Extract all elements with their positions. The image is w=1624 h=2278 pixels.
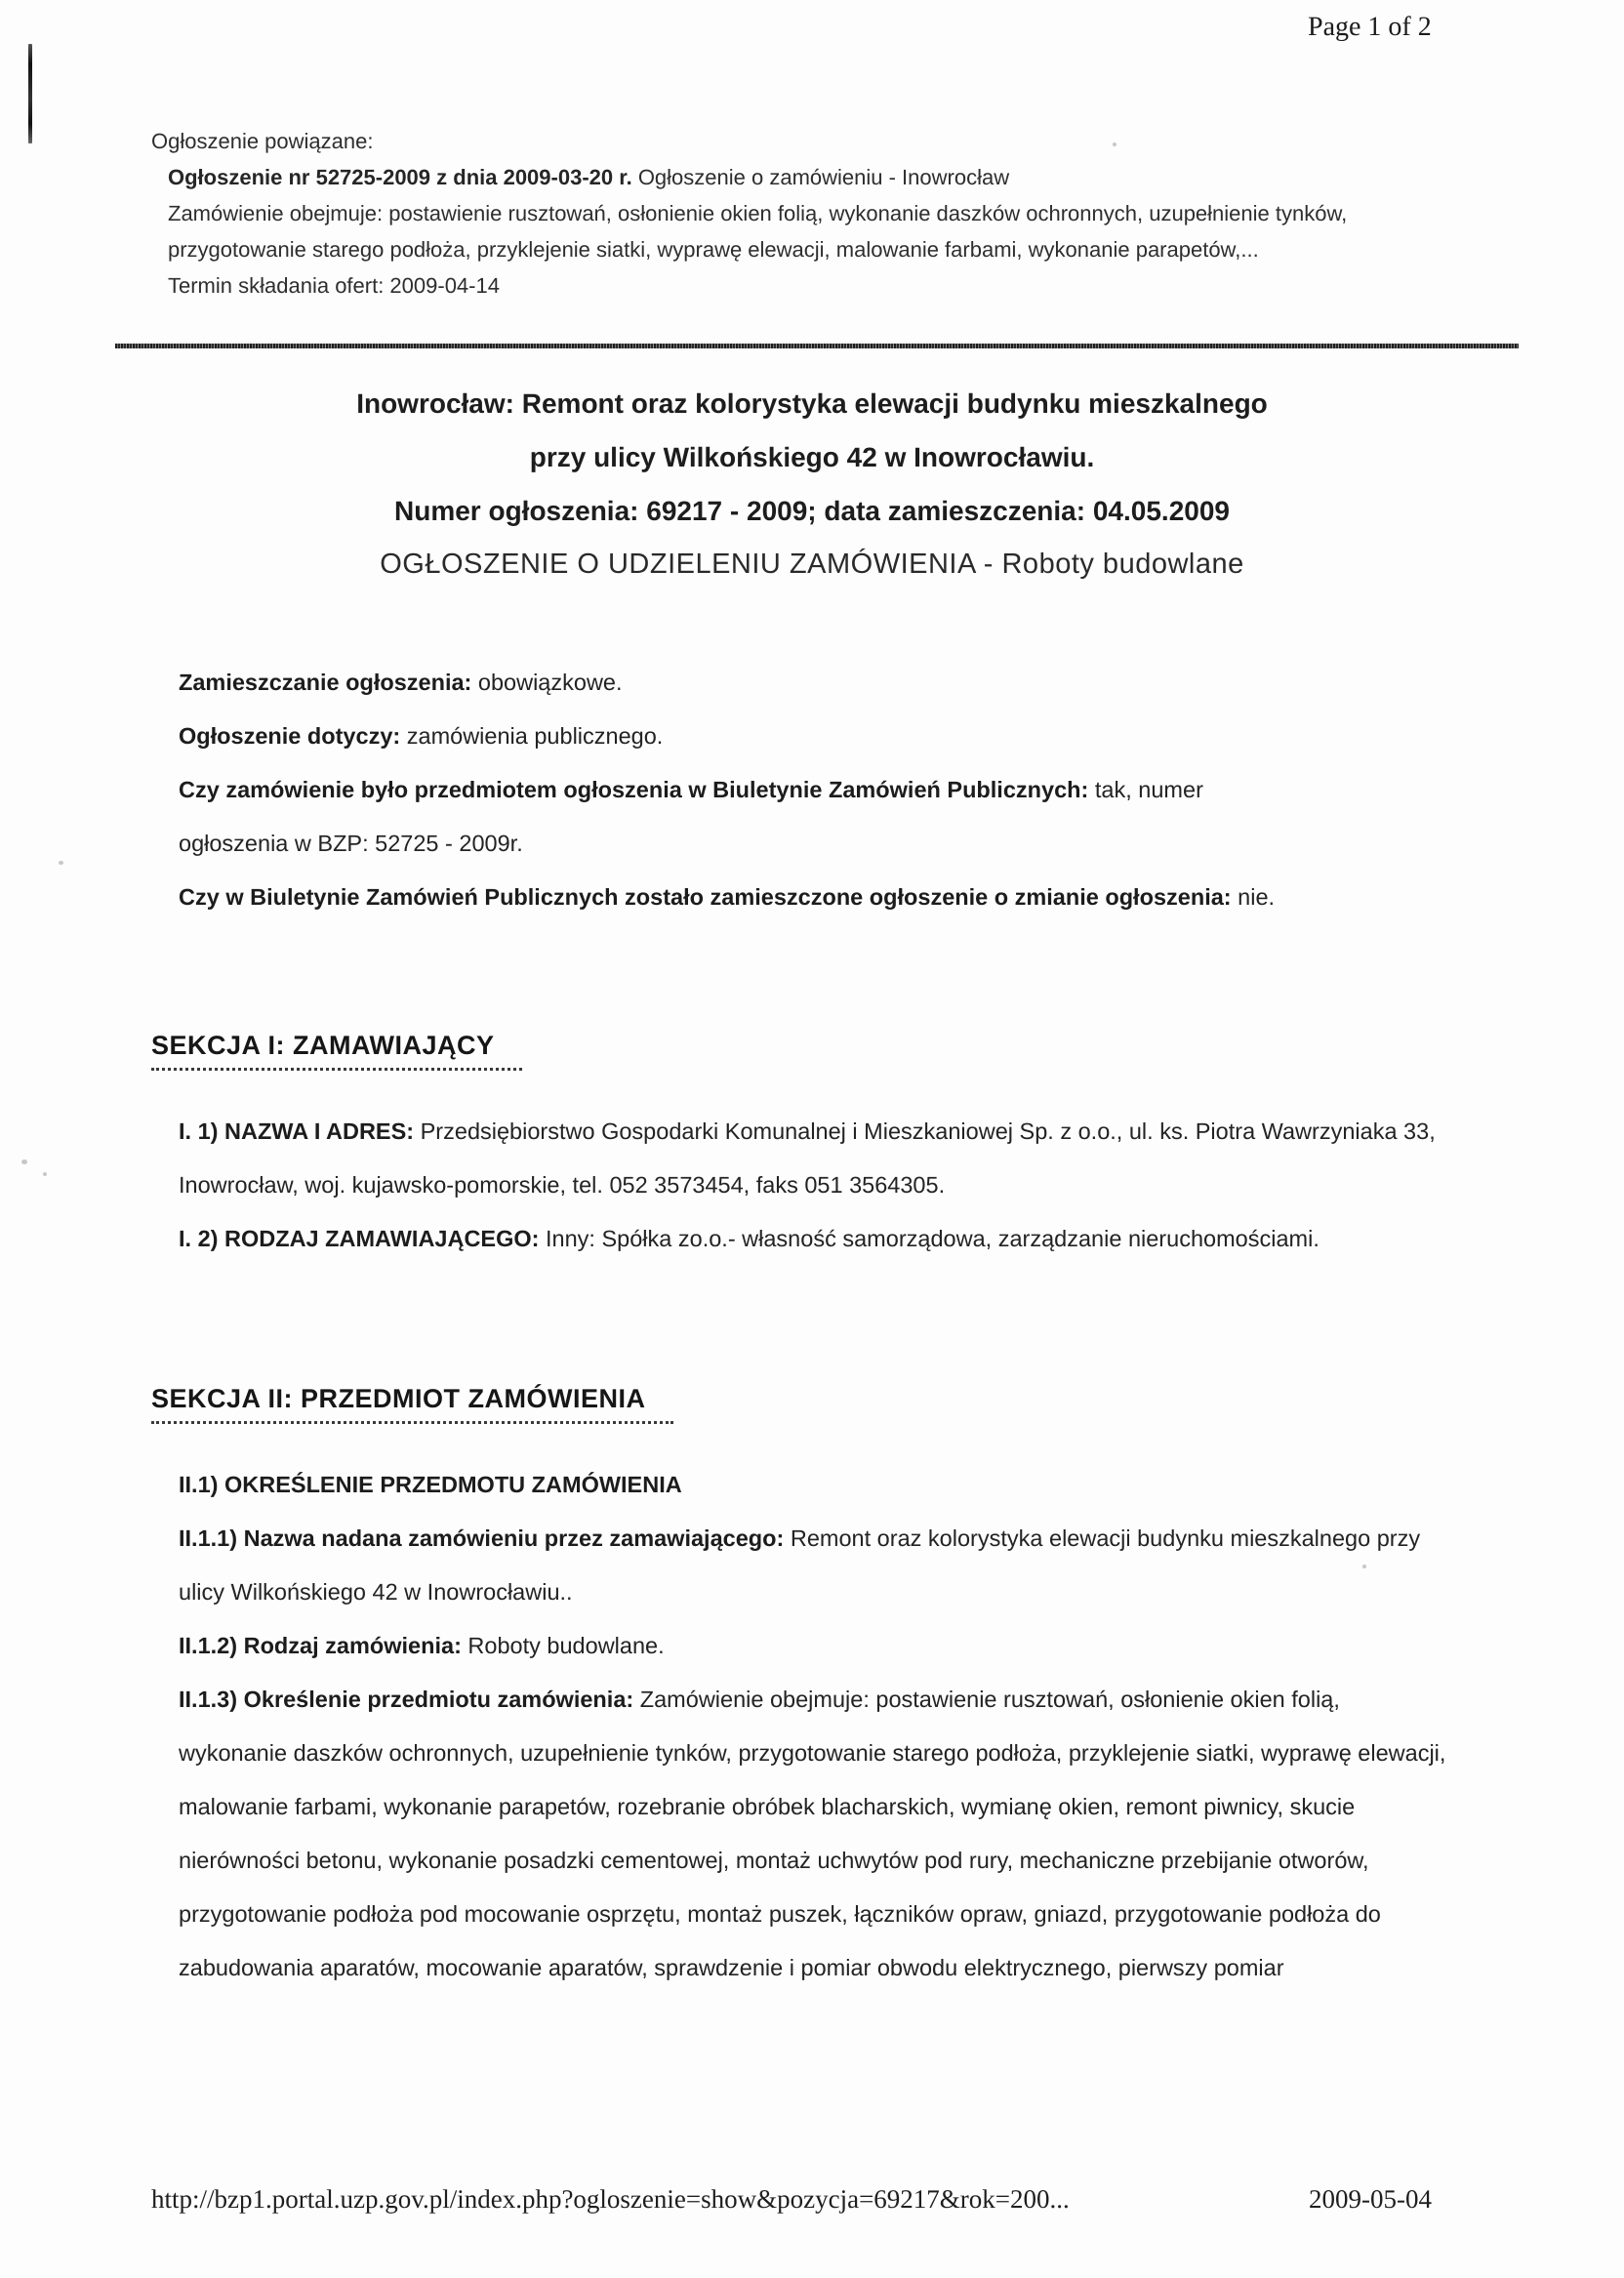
title-announcement-number: Numer ogłoszenia: 69217 - 2009; data zamieszczenia: 04.05.2009 bbox=[394, 496, 1230, 526]
related-announcement-summary: Zamówienie obejmuje: postawienie rusztowań, osłonienie okien folią, wykonanie daszków ochronnych, uzupełnienie tynków, przygotowanie starego podłoża, przyklejenie siatki, wyprawę elewacji, malowanie farbami, wykonanie parapetów,... bbox=[168, 201, 1348, 262]
section-1-body bbox=[179, 1105, 1447, 1266]
meta-value: zamówienia publicznego. bbox=[400, 723, 664, 749]
footer-url: http://bzp1.portal.uzp.gov.pl/index.php?ogloszenie=show&pozycja=69217&rok=200... bbox=[151, 2184, 1070, 2214]
item-text: Zamówienie obejmuje: postawienie rusztowań, osłonienie okien folią, wykonanie daszków ochronnych, uzupełnienie tynków, przygotowanie starego podłoża, przyklejenie siatki, wyprawę elewacji, malowanie farbami, wykonanie parapetów, rozebranie obróbek blacharskich, wymianę okien, remont piwnicy, skucie nierówności betonu, wykonanie posadzki cementowej, montaż uchwytów pod rury, mechaniczne przebijanie otworów, przygotowanie podłoża pod mocowanie osprzętu, montaż puszek, łączników opraw, gniazd, przygotowanie podłoża do zabudowania aparatów, mocowanie aparatów, sprawdzenie i pomiar obwodu elektrycznego, pierwszy pomiar bbox=[179, 1687, 1446, 1980]
meta-item bbox=[179, 656, 1301, 710]
section-2-body bbox=[179, 1458, 1447, 1995]
scan-speck bbox=[21, 1159, 27, 1164]
document-title bbox=[0, 377, 1624, 591]
item-text: Roboty budowlane. bbox=[461, 1633, 665, 1658]
meta-item bbox=[179, 710, 1301, 763]
scan-speck bbox=[59, 861, 63, 865]
meta-item bbox=[179, 871, 1301, 924]
related-announcement-link[interactable]: Ogłoszenie nr 52725-2009 z dnia 2009-03-20 r. bbox=[168, 165, 632, 189]
section-2-heading-text: SEKCJA II: PRZEDMIOT ZAMÓWIENIA bbox=[151, 1384, 673, 1424]
item-text: Przedsiębiorstwo Gospodarki Komunalnej i Mieszkaniowej Sp. z o.o., ul. ks. Piotra Wawrzyniaka 33, Inowrocław, woj. kujawsko-pomorskie, tel. 052 3573454, faks 051 3564305. bbox=[179, 1119, 1436, 1198]
related-announcement-link-line bbox=[168, 159, 1359, 195]
item-label: I. 1) NAZWA I ADRES: bbox=[179, 1119, 415, 1144]
section-2-heading bbox=[151, 1384, 673, 1424]
item-label: II.1.1) Nazwa nadana zamówieniu przez zamawiającego: bbox=[179, 1525, 785, 1551]
section-2-item bbox=[179, 1512, 1447, 1619]
related-announcement-body bbox=[168, 159, 1359, 304]
section-1-heading bbox=[151, 1031, 522, 1071]
section-2-item bbox=[179, 1619, 1447, 1673]
footer-date: 2009-05-04 bbox=[1309, 2184, 1432, 2214]
section-1-item bbox=[179, 1105, 1447, 1212]
item-text: Remont oraz kolorystyka elewacji budynku mieszkalnego przy ulicy Wilkońskiego 42 w Inowrocławiu.. bbox=[179, 1525, 1421, 1605]
item-label: II.1.2) Rodzaj zamówienia: bbox=[179, 1633, 462, 1658]
related-announcement-link-suffix: Ogłoszenie o zamówieniu - Inowrocław bbox=[631, 165, 1010, 189]
meta-value: nie. bbox=[1231, 884, 1276, 910]
section-1-heading-text: SEKCJA I: ZAMAWIAJĄCY bbox=[151, 1031, 522, 1071]
item-text: Inny: Spółka zo.o.- własność samorządowa, zarządzanie nieruchomościami. bbox=[539, 1226, 1320, 1251]
meta-item bbox=[179, 763, 1301, 871]
meta-value: tak, numer ogłoszenia w BZP: 52725 - 2009r. bbox=[179, 777, 1203, 856]
related-announcement-deadline: Termin składania ofert: 2009-04-14 bbox=[168, 273, 500, 298]
scan-artifact-line bbox=[28, 44, 32, 143]
section-2-subheading: II.1) OKREŚLENIE PRZEDMOTU ZAMÓWIENIA bbox=[179, 1472, 682, 1497]
announcement-meta-block bbox=[179, 656, 1301, 924]
related-announcement-heading: Ogłoszenie powiązane: bbox=[151, 129, 374, 153]
meta-value: obowiązkowe. bbox=[471, 670, 623, 695]
section-2-item bbox=[179, 1673, 1447, 1995]
item-label: II.1.3) Określenie przedmiotu zamówienia: bbox=[179, 1687, 634, 1712]
related-announcement-block bbox=[151, 123, 1361, 304]
title-line-1: Inowrocław: Remont oraz kolorystyka elewacji budynku mieszkalnego bbox=[356, 388, 1268, 419]
page-number-indicator: Page 1 of 2 bbox=[1308, 12, 1432, 42]
title-announcement-type: OGŁOSZENIE O UDZIELENIU ZAMÓWIENIA - Roboty budowlane bbox=[380, 549, 1244, 580]
page-footer bbox=[151, 2184, 1432, 2215]
meta-label: Czy w Biuletynie Zamówień Publicznych zostało zamieszczone ogłoszenie o zmianie ogłoszenia: bbox=[179, 884, 1232, 910]
section-1-item bbox=[179, 1212, 1447, 1266]
item-label: I. 2) RODZAJ ZAMAWIAJĄCEGO: bbox=[179, 1226, 540, 1251]
scan-speck bbox=[43, 1172, 47, 1176]
title-line-2: przy ulicy Wilkońskiego 42 w Inowrocławiu. bbox=[529, 442, 1095, 472]
meta-label: Czy zamówienie było przedmiotem ogłoszenia w Biuletynie Zamówień Publicznych: bbox=[179, 777, 1089, 802]
meta-label: Zamieszczanie ogłoszenia: bbox=[179, 670, 472, 695]
horizontal-divider bbox=[115, 344, 1519, 348]
meta-label: Ogłoszenie dotyczy: bbox=[179, 723, 401, 749]
